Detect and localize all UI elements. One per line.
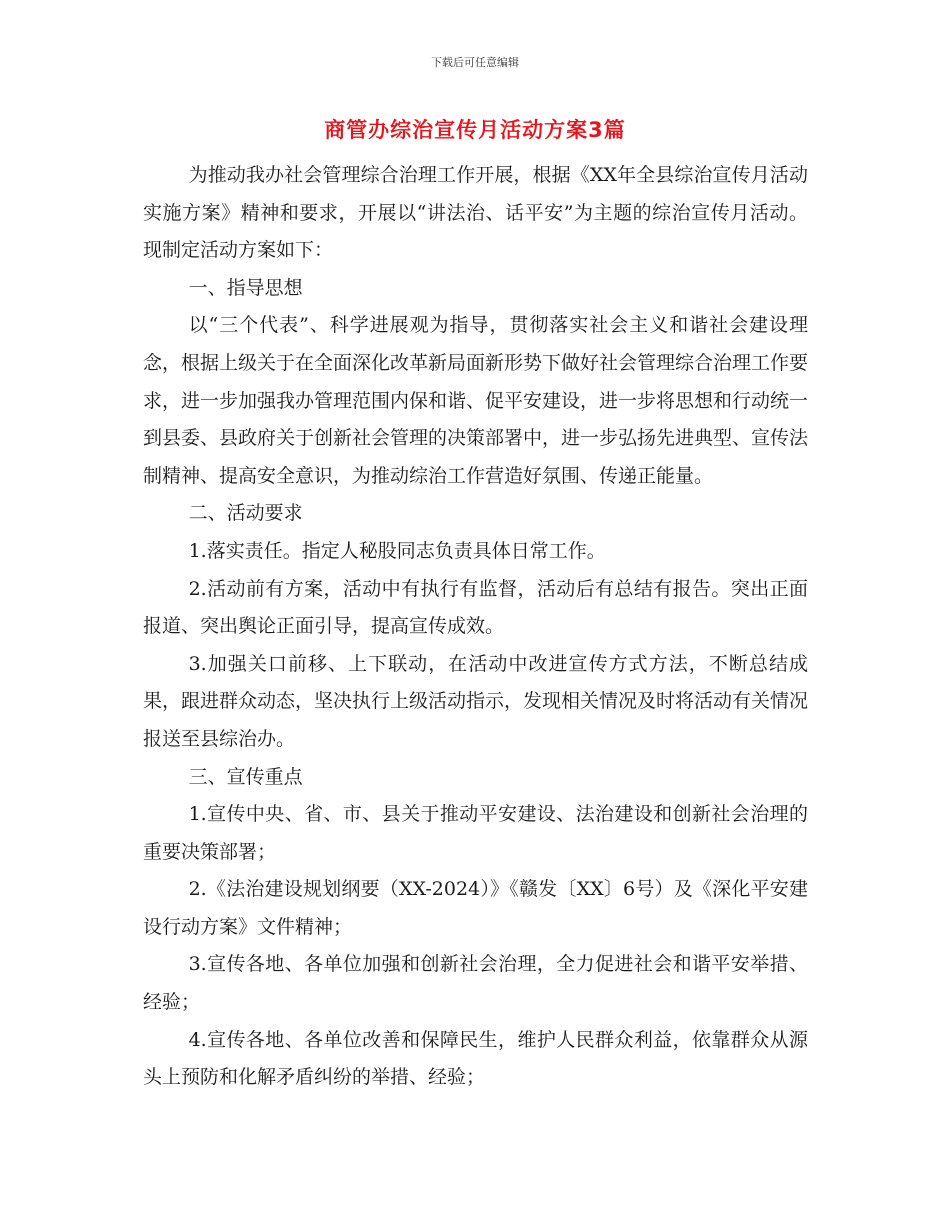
focus-item-2: 2.《法治建设规划纲要（XX-2024）》《赣发〔XX〕6号）及《深化平安建设行动方案》文件精神；	[143, 878, 808, 938]
document-title: 商管办综治宣传月活动方案3篇	[324, 118, 626, 142]
requirement-item-2: 2.活动前有方案，活动中有执行有监督，活动后有总结有报告。突出正面报道、突出舆论正面引导，提高宣传成效。	[143, 577, 808, 638]
document-body	[143, 157, 808, 1097]
section-heading-guiding-thought: 一、指导思想	[188, 276, 303, 299]
guiding-thought-paragraph: 以“三个代表”、科学进展观为指导，贯彻落实社会主义和谐社会建设理念，根据上级关于在全面深化改革新局面新形势下做好社会管理综合治理工作要求，进一步加强我办管理范围内保和谐、促平安建设，进一步将思想和行动统一到县委、县政府关于创新社会管理的决策部署中，进一步弘扬先进典型、宣传法制精神、提高安全意识，为推动综治工作营造好氛围、传递正能量。	[143, 314, 809, 487]
intro-paragraph: 为推动我办社会管理综合治理工作开展，根据《XX年全县综治宣传月活动实施方案》精神和要求，开展以“讲法治、话平安”为主题的综治宣传月活动。现制定活动方案如下：	[143, 164, 808, 262]
focus-item-3: 3.宣传各地、各单位加强和创新社会治理，全力促进社会和谐平安举措、经验；	[143, 953, 808, 1014]
focus-item-4: 4.宣传各地、各单位改善和保障民生，维护人民群众利益，依靠群众从源头上预防和化解矛盾纠纷的举措、经验；	[143, 1028, 808, 1089]
requirement-item-1: 1.落实责任。指定人秘股同志负责具体日常工作。	[188, 539, 606, 562]
section-heading-activity-requirements: 二、活动要求	[188, 502, 303, 525]
section-heading-publicity-focus: 三、宣传重点	[188, 765, 303, 788]
requirement-item-3: 3.加强关口前移、上下联动，在活动中改进宣传方式方法，不断总结成果，跟进群众动态，坚决执行上级活动指示，发现相关情况及时将活动有关情况报送至县综治办。	[143, 652, 809, 750]
header-note: 下载后可任意编辑	[431, 56, 519, 69]
focus-item-1: 1.宣传中央、省、市、县关于推动平安建设、法治建设和创新社会治理的重要决策部署；	[143, 803, 808, 863]
